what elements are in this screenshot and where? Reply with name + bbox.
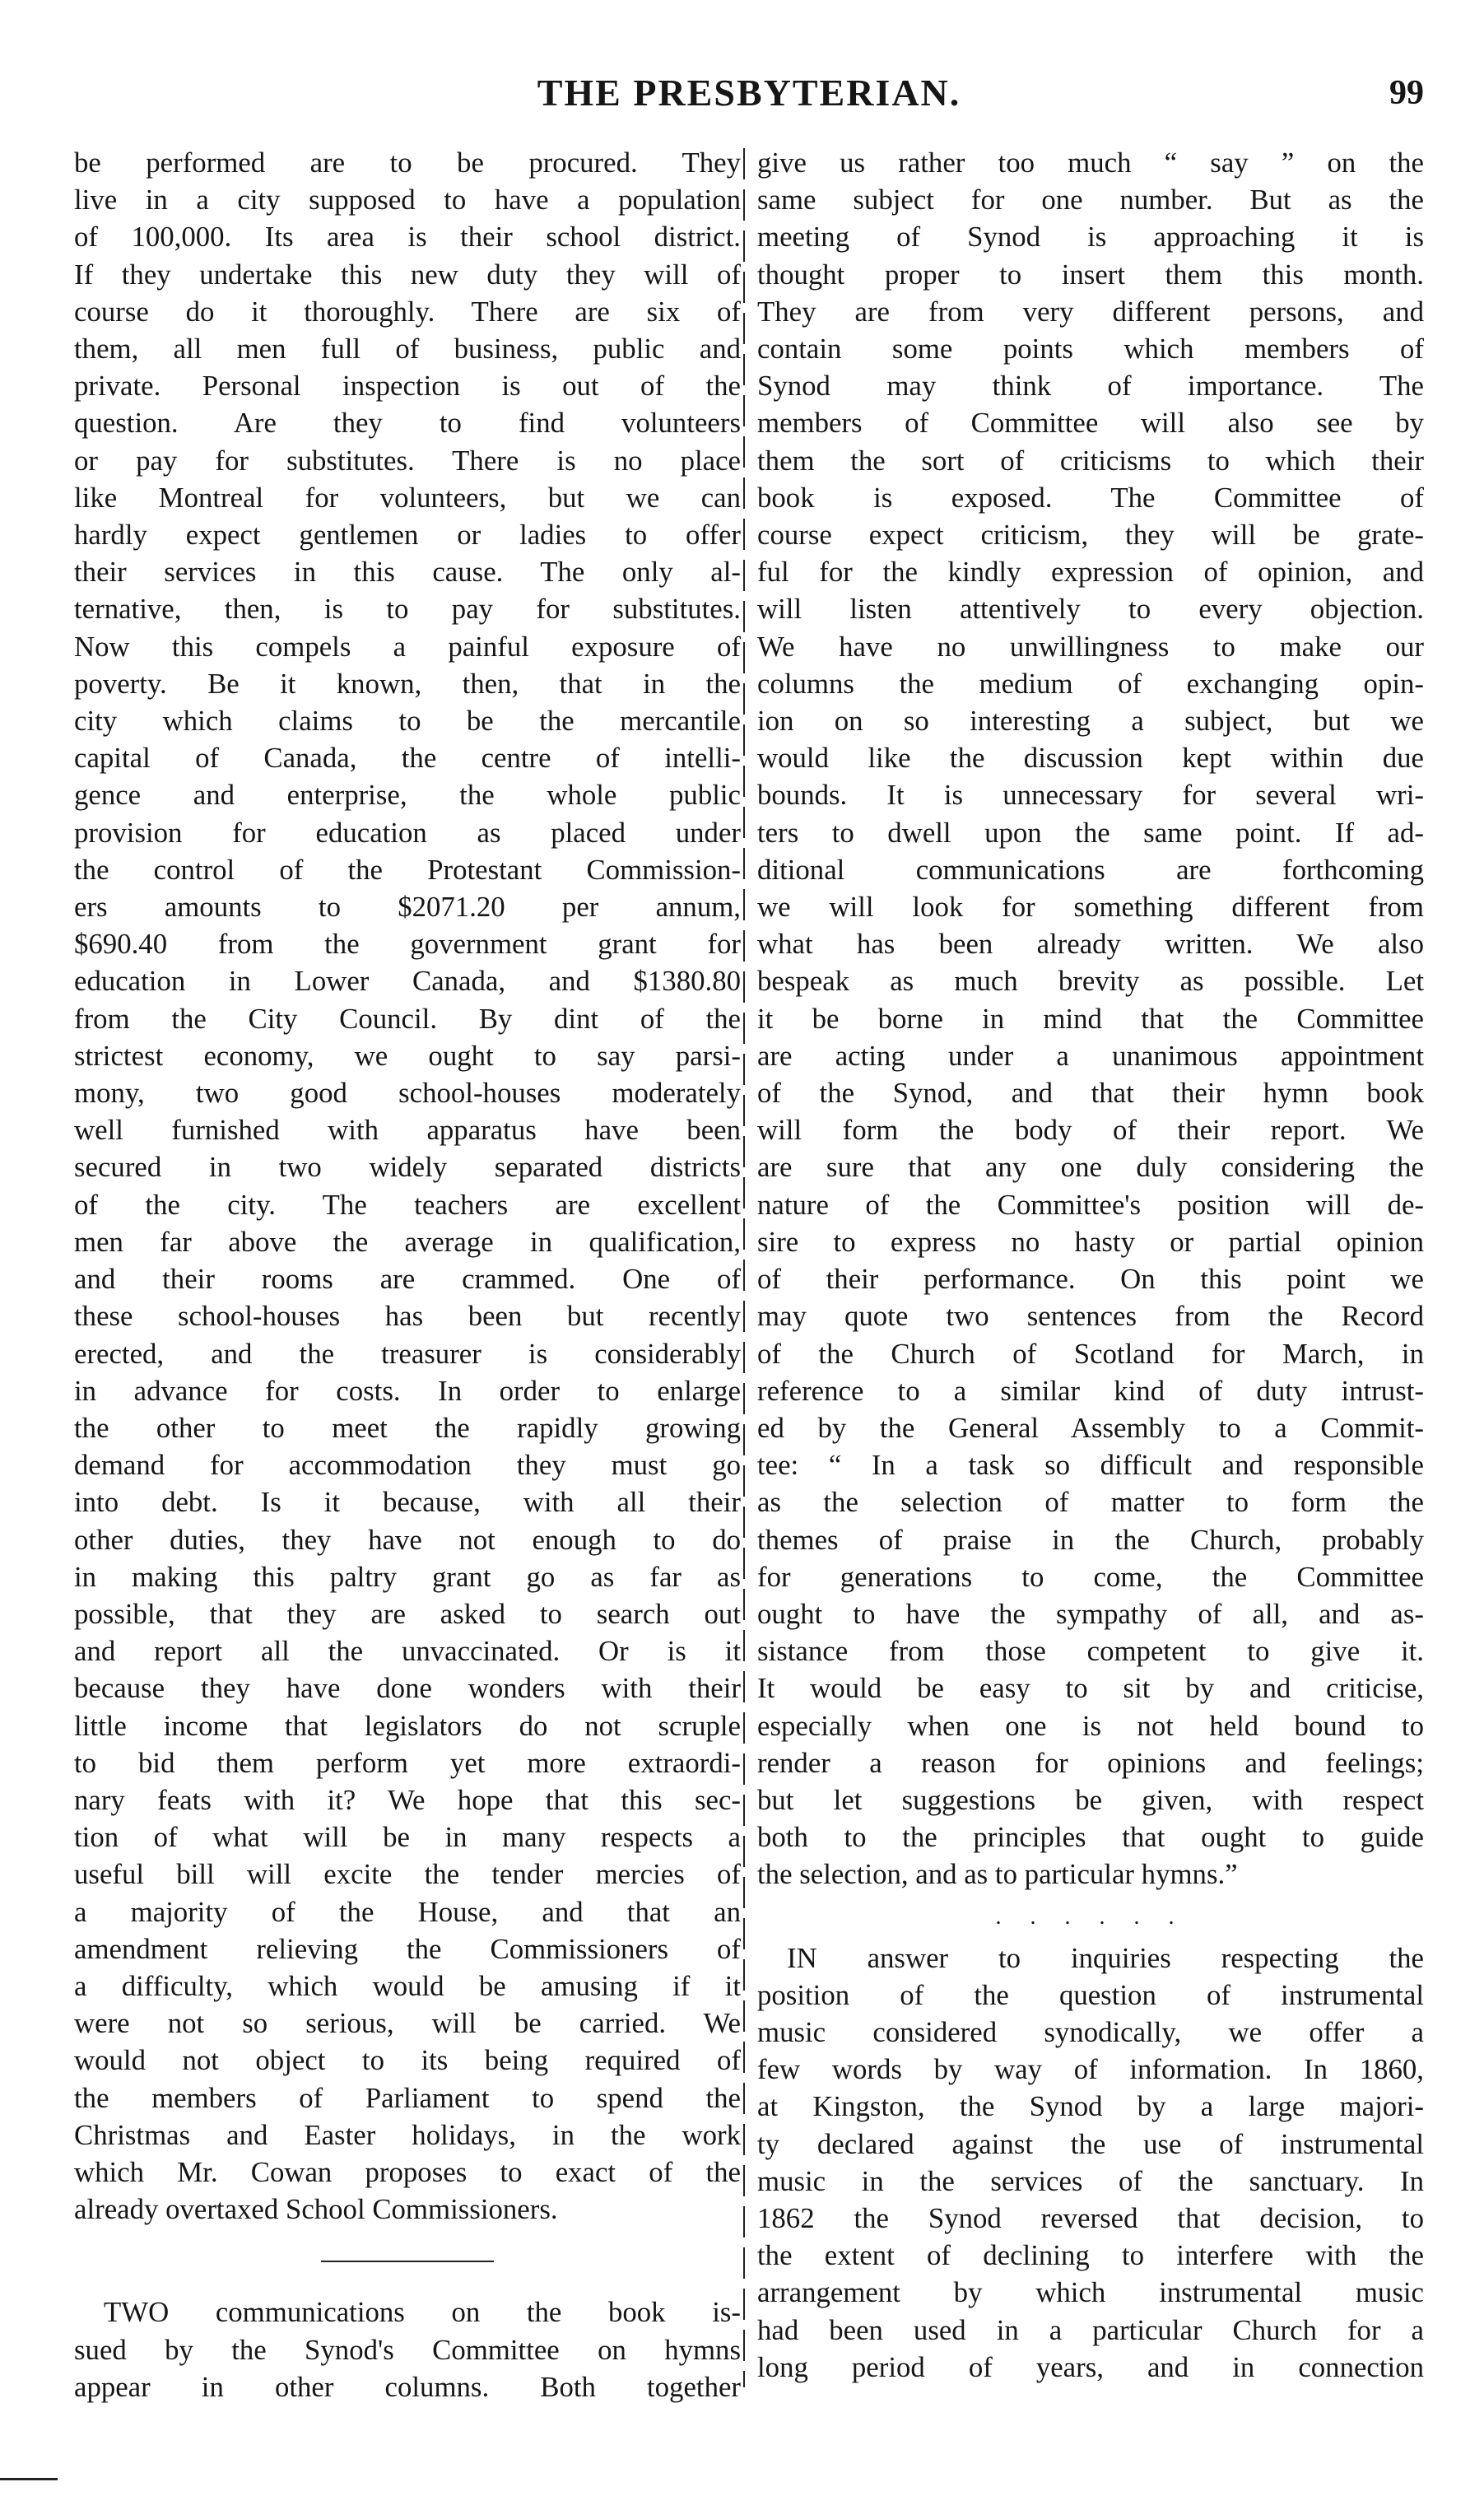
- text-line: Now this compels a painful exposure of: [74, 630, 741, 663]
- text-line: ditional communications are forthcoming: [757, 853, 1424, 886]
- hymn-book-paragraph: [757, 144, 1424, 1893]
- text-line: their services in this cause. The only al-: [74, 556, 741, 589]
- text-line: poverty. Be it known, then, that in the: [74, 667, 741, 700]
- text-line: of the Synod, and that their hymn book: [757, 1077, 1424, 1110]
- text-line: ers amounts to $2071.20 per annum,: [74, 891, 741, 924]
- text-line: $690.40 from the government grant for: [74, 928, 741, 961]
- page-header: [74, 64, 1424, 122]
- text-line: long period of years, and in connection: [757, 2350, 1424, 2383]
- text-line: ful for the kindly expression of opinion, and: [757, 556, 1424, 589]
- text-line: tion of what will be in many respects a: [74, 1821, 741, 1854]
- text-line: arrangement by which instrumental music: [757, 2276, 1424, 2309]
- text-line: or pay for substitutes. There is no place: [74, 444, 741, 477]
- text-line: question. Are they to find volunteers: [74, 407, 741, 440]
- text-line: are acting under a unanimous appointment: [757, 1039, 1424, 1072]
- text-line: possible, that they are asked to search out: [74, 1597, 741, 1630]
- text-line: strictest economy, we ought to say parsi-: [74, 1039, 741, 1072]
- text-line: meeting of Synod is approaching it is: [757, 221, 1424, 254]
- right-column: [757, 144, 1424, 2386]
- text-line: other duties, they have not enough to do: [74, 1523, 741, 1556]
- text-line: secured in two widely separated districts: [74, 1151, 741, 1184]
- text-line: live in a city supposed to have a population: [74, 184, 741, 217]
- text-line: but let suggestions be given, with respect: [757, 1783, 1424, 1816]
- text-line: especially when one is not held bound to: [757, 1709, 1424, 1742]
- text-line: to bid them perform yet more extraordi-: [74, 1746, 741, 1779]
- text-line: erected, and the treasurer is considerably: [74, 1337, 741, 1370]
- text-line: members of Committee will also see by: [757, 407, 1424, 440]
- text-line: contain some points which members of: [757, 333, 1424, 366]
- text-line: 1862 the Synod reversed that decision, to: [757, 2201, 1424, 2234]
- text-line: for generations to come, the Committee: [757, 1560, 1424, 1593]
- text-line: bespeak as much brevity as possible. Let: [757, 965, 1424, 998]
- text-line: Synod may think of importance. The: [757, 370, 1424, 403]
- text-line: appear in other columns. Both together: [74, 2370, 741, 2403]
- text-line: it be borne in mind that the Committee: [757, 1002, 1424, 1035]
- text-line: of 100,000. Its area is their school district.: [74, 221, 741, 254]
- text-line: If they undertake this new duty they will of: [74, 258, 741, 291]
- text-line: will form the body of their report. We: [757, 1114, 1424, 1147]
- text-line: provision for education as placed under: [74, 816, 741, 849]
- text-line: these school-houses has been but recently: [74, 1300, 741, 1333]
- text-line: them, all men full of business, public and: [74, 333, 741, 366]
- section-rule: [321, 2261, 494, 2262]
- text-line: in advance for costs. In order to enlarge: [74, 1374, 741, 1407]
- text-line: the other to meet the rapidly growing: [74, 1411, 741, 1444]
- text-line: TWO communications on the book is-: [104, 2296, 741, 2329]
- text-line: would like the discussion kept within due: [757, 742, 1424, 775]
- text-line: amendment relieving the Commissioners of: [74, 1932, 741, 1965]
- text-line: as the selection of matter to form the: [757, 1486, 1424, 1519]
- text-line: Christmas and Easter holidays, in the work: [74, 2118, 741, 2151]
- school-commissioners-paragraph: [74, 144, 741, 2228]
- text-line: reference to a similar kind of duty intrust-: [757, 1374, 1424, 1407]
- text-line: and report all the unvaccinated. Or is it: [74, 1635, 741, 1668]
- page-edge-rule: [0, 2478, 58, 2480]
- text-line: columns the medium of exchanging opin-: [757, 667, 1424, 700]
- text-line: because they have done wonders with their: [74, 1672, 741, 1705]
- text-line: what has been already written. We also: [757, 928, 1424, 961]
- text-line: in making this paltry grant go as far as: [74, 1560, 741, 1593]
- text-line: mony, two good school-houses moderately: [74, 1077, 741, 1110]
- text-line: same subject for one number. But as the: [757, 184, 1424, 217]
- text-line: them the sort of criticisms to which their: [757, 444, 1424, 477]
- text-line: We have no unwillingness to make our: [757, 630, 1424, 663]
- text-line: sistance from those competent to give it.: [757, 1635, 1424, 1668]
- text-line: both to the principles that ought to guide: [757, 1821, 1424, 1854]
- page-number: 99: [1389, 74, 1424, 112]
- text-line: men far above the average in qualification,: [74, 1225, 741, 1258]
- text-line: little income that legislators do not scruple: [74, 1709, 741, 1742]
- text-line: the selection, and as to particular hymns.”: [757, 1858, 1238, 1891]
- text-line: sire to express no hasty or partial opinion: [757, 1225, 1424, 1258]
- text-line: It would be easy to sit by and criticise,: [757, 1672, 1424, 1705]
- text-line: the control of the Protestant Commission-: [74, 853, 741, 886]
- text-line: education in Lower Canada, and $1380.80: [74, 965, 741, 998]
- text-line: hardly expect gentlemen or ladies to offer: [74, 519, 741, 552]
- column-divider: [743, 148, 745, 2387]
- text-line: sued by the Synod's Committee on hymns: [74, 2333, 741, 2366]
- text-line: already overtaxed School Commissioners.: [74, 2193, 558, 2226]
- text-line: be performed are to be procured. They: [74, 147, 741, 179]
- text-line: themes of praise in the Church, probably: [757, 1523, 1424, 1556]
- text-line: demand for accommodation they must go: [74, 1449, 741, 1482]
- text-line: into debt. Is it because, with all their: [74, 1486, 741, 1519]
- text-line: bounds. It is unnecessary for several wri-: [757, 779, 1424, 812]
- dots-separator: . . . . . .: [995, 1903, 1186, 1930]
- text-line: ty declared against the use of instrumental: [757, 2127, 1424, 2160]
- text-line: well furnished with apparatus have been: [74, 1114, 741, 1147]
- text-line: gence and enterprise, the whole public: [74, 779, 741, 812]
- text-line: which Mr. Cowan proposes to exact of the: [74, 2155, 741, 2188]
- publication-title: THE PRESBYTERIAN.: [537, 72, 961, 114]
- text-line: of the Church of Scotland for March, in: [757, 1337, 1424, 1370]
- text-line: useful bill will excite the tender mercies of: [74, 1858, 741, 1891]
- text-line: course do it thoroughly. There are six of: [74, 295, 741, 328]
- text-line: nary feats with it? We hope that this sec-: [74, 1783, 741, 1816]
- text-line: few words by way of information. In 1860,: [757, 2053, 1424, 2086]
- text-line: capital of Canada, the centre of intelli-: [74, 742, 741, 775]
- text-line: music in the services of the sanctuary. In: [757, 2164, 1424, 2197]
- text-line: like Montreal for volunteers, but we can: [74, 481, 741, 514]
- text-line: would not object to its being required of: [74, 2044, 741, 2077]
- text-line: book is exposed. The Committee of: [757, 481, 1424, 514]
- text-line: from the City Council. By dint of the: [74, 1002, 741, 1035]
- text-line: a majority of the House, and that an: [74, 1895, 741, 1928]
- text-line: ed by the General Assembly to a Commit-: [757, 1411, 1424, 1444]
- text-line: city which claims to be the mercantile: [74, 705, 741, 738]
- left-column: [74, 144, 741, 2405]
- hymn-communications-paragraph: [74, 2293, 741, 2405]
- text-line: IN answer to inquiries respecting the: [787, 1941, 1424, 1974]
- text-line: a difficulty, which would be amusing if it: [74, 1969, 741, 2002]
- text-line: of their performance. On this point we: [757, 1263, 1424, 1296]
- text-line: ters to dwell upon the same point. If ad-: [757, 816, 1424, 849]
- text-line: had been used in a particular Church for a: [757, 2313, 1424, 2346]
- text-line: ought to have the sympathy of all, and as-: [757, 1597, 1424, 1630]
- text-line: They are from very different persons, and: [757, 295, 1424, 328]
- text-line: will listen attentively to every objection.: [757, 593, 1424, 626]
- text-line: are sure that any one duly considering the: [757, 1151, 1424, 1184]
- text-line: of the city. The teachers are excellent: [74, 1188, 741, 1221]
- text-line: may quote two sentences from the Record: [757, 1300, 1424, 1333]
- text-line: music considered synodically, we offer a: [757, 2015, 1424, 2048]
- instrumental-music-paragraph: [757, 1940, 1424, 2386]
- text-line: the members of Parliament to spend the: [74, 2081, 741, 2114]
- text-line: give us rather too much “ say ” on the: [757, 147, 1424, 179]
- text-line: ternative, then, is to pay for substitutes.: [74, 593, 741, 626]
- text-line: and their rooms are crammed. One of: [74, 1263, 741, 1296]
- text-line: the extent of declining to interfere with the: [757, 2239, 1424, 2272]
- text-line: course expect criticism, they will be grate-: [757, 519, 1424, 552]
- text-line: nature of the Committee's position will de-: [757, 1188, 1424, 1221]
- text-line: were not so serious, will be carried. We: [74, 2007, 741, 2040]
- text-line: tee: “ In a task so difficult and responsible: [757, 1449, 1424, 1482]
- text-line: render a reason for opinions and feelings;: [757, 1746, 1424, 1779]
- text-line: at Kingston, the Synod by a large majori-: [757, 2090, 1424, 2123]
- text-line: we will look for something different from: [757, 891, 1424, 924]
- text-line: thought proper to insert them this month.: [757, 258, 1424, 291]
- text-line: private. Personal inspection is out of the: [74, 370, 741, 403]
- text-line: ion on so interesting a subject, but we: [757, 705, 1424, 738]
- text-line: position of the question of instrumental: [757, 1978, 1424, 2011]
